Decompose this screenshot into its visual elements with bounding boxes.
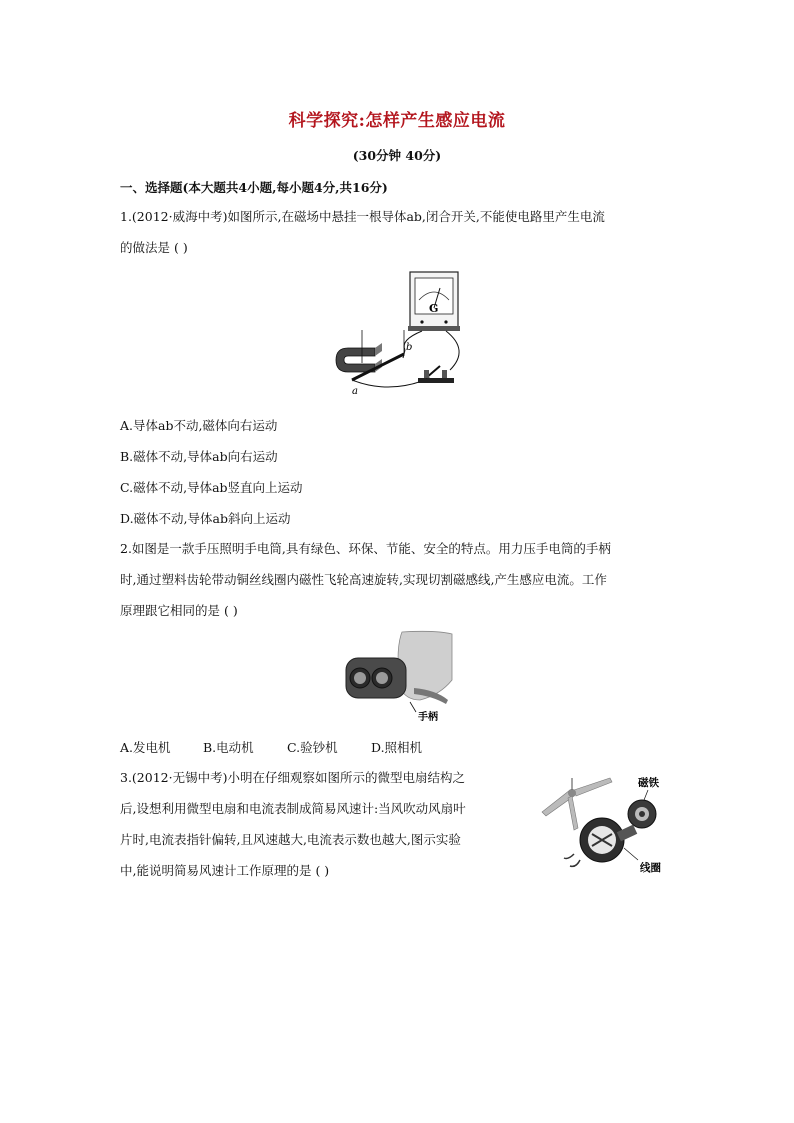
q3-line3: 片时,电流表指针偏转,且风速越大,电流表示数也越大,图示实验 [120,832,461,847]
q2-option-b: B.电动机 [203,740,254,755]
q2-figure-flashlight [340,630,460,725]
coil-label: 线圈 [640,862,661,874]
q3-line1: 3.(2012·无锡中考)小明在仔细观察如图所示的微型电扇结构之 [120,770,465,785]
q1-line1: 1.(2012·威海中考)如图所示,在磁场中悬挂一根导体ab,闭合开关,不能使电路里产生电流 [120,209,605,224]
page-title: 科学探究:怎样产生感应电流 [288,111,506,131]
q3-line2: 后,设想利用微型电扇和电流表制成简易风速计:当风吹动风扇叶 [120,801,466,816]
q1-option-d: D.磁体不动,导体ab斜向上运动 [120,511,291,526]
galvanometer-g-label: G [429,302,439,315]
q2-option-c: C.验钞机 [287,740,338,755]
q2-line2: 时,通过塑料齿轮带动铜丝线圈内磁性飞轮高速旋转,实现切割磁感线,产生感应电流。工作 [120,572,607,587]
magnet-label: 磁铁 [638,777,659,789]
q3-figure-fan [540,768,675,878]
conductor-b-label: b [406,342,413,353]
q1-option-b: B.磁体不动,导体ab向右运动 [120,449,278,464]
page-subtitle: (30分钟 40分) [352,148,442,163]
section-heading: 一、选择题(本大题共4小题,每小题4分,共16分) [120,180,388,195]
q2-option-a: A.发电机 [120,740,171,755]
q2-line1: 2.如图是一款手压照明手电筒,具有绿色、环保、节能、安全的特点。用力压手电筒的手柄 [120,541,611,556]
q2-line3: 原理跟它相同的是 ( ) [120,603,238,618]
handle-label: 手柄 [418,712,438,723]
conductor-a-label: a [352,386,358,397]
q2-option-d: D.照相机 [371,740,423,755]
q1-line2: 的做法是 ( ) [120,240,188,255]
q1-figure-circuit [330,270,470,400]
q1-option-a: A.导体ab不动,磁体向右运动 [120,418,278,433]
q3-line4: 中,能说明简易风速计工作原理的是 ( ) [120,863,330,878]
q1-option-c: C.磁体不动,导体ab竖直向上运动 [120,480,303,495]
